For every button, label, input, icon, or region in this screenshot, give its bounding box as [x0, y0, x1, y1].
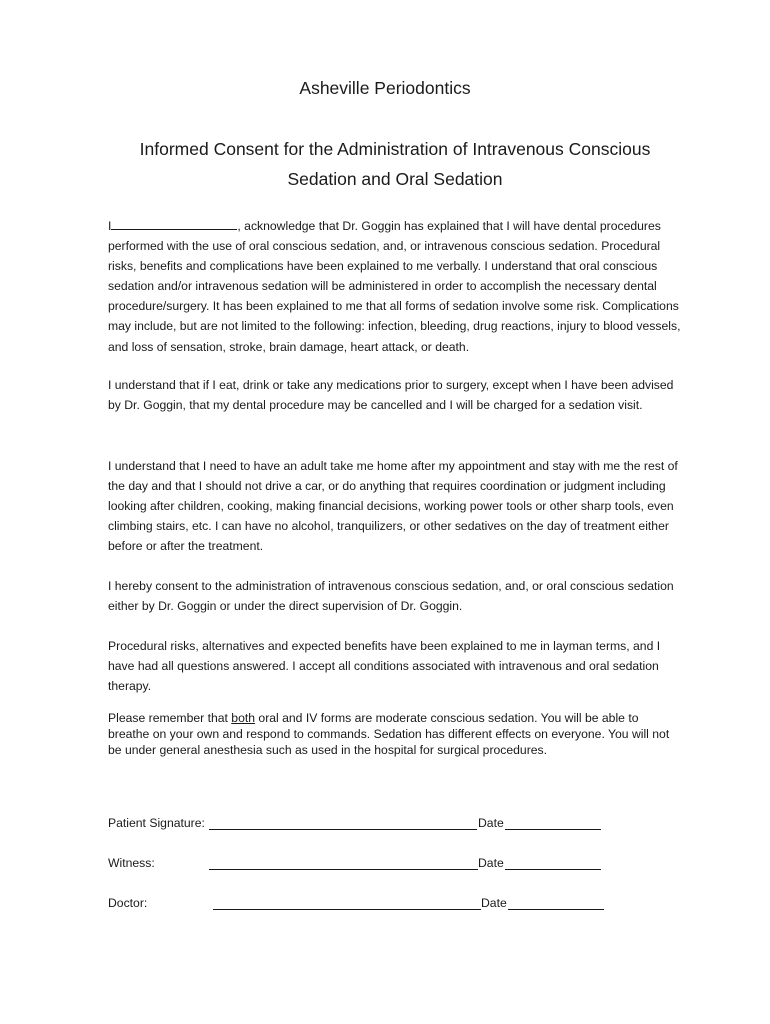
witness-signature-label: Witness:: [108, 856, 155, 870]
reminder-paragraph: [108, 710, 683, 758]
patient-date-line[interactable]: [505, 829, 601, 830]
patient-signature-line[interactable]: [209, 829, 477, 830]
acknowledgement-text: , acknowledge that Dr. Goggin has explained that I will have dental procedures performed with the use of oral conscious sedation, and, or intravenous conscious sedation. Procedural risks, benefits and complications have been explained to me verbally. I understand that oral conscious sedation and/or intravenous sedation will be administered in order to accomplish the necessary dental procedure/surgery. It has been explained to me that all forms of sedation involve some risk. Complications may include, but are not limited to the following: infection, bleeding, drug reactions, injury to blood vessels, and loss of sensation, stroke, brain damage, heart attack, or death.: [108, 219, 681, 354]
doctor-date-label: Date: [481, 896, 507, 910]
patient-signature-row: [108, 816, 628, 834]
practice-name: Asheville Periodontics: [299, 78, 471, 98]
doctor-signature-line[interactable]: [213, 909, 481, 910]
escort-paragraph: I understand that I need to have an adult take me home after my appointment and stay with me the rest of the day and that I should not drive a car, or do anything that requires coordination or judgment including looking after children, cooking, making financial decisions, working power tools or other sharp tools, even climbing stairs, etc. I can have no alcohol, tranquilizers, or other sedatives on the day of treatment either before or after the treatment.: [108, 459, 678, 554]
witness-date-label: Date: [478, 856, 504, 870]
risks-explained-paragraph: Procedural risks, alternatives and expected benefits have been explained to me in layman terms, and I have had all questions answered. I accept all conditions associated with intravenous and oral sedation therapy.: [108, 639, 661, 694]
acknowledgement-prefix: I: [108, 219, 112, 233]
acknowledgement-paragraph: [108, 216, 683, 357]
reminder-text: oral and IV forms are moderate conscious sedation. You will be able to breathe on your own and respond to commands. Sedation has different effects on everyone. You will not be under general anesthesia such as used in the hospital for surgical procedures.: [108, 711, 670, 757]
patient-date-label: Date: [478, 816, 504, 830]
reminder-prefix: Please remember that: [108, 711, 232, 725]
reminder-emphasis: both: [231, 711, 256, 725]
witness-signature-line[interactable]: [209, 869, 478, 870]
doctor-signature-label: Doctor:: [108, 896, 148, 910]
patient-signature-label: Patient Signature:: [108, 816, 205, 830]
patient-name-blank[interactable]: [111, 216, 237, 230]
document-title: Informed Consent for the Administration of Intravenous Conscious Sedation and Oral Sedation: [139, 139, 651, 189]
doctor-signature-row: [108, 896, 628, 914]
witness-date-line[interactable]: [505, 869, 601, 870]
fasting-paragraph: I understand that if I eat, drink or take any medications prior to surgery, except when I have been advised by Dr. Goggin, that my dental procedure may be cancelled and I will be charged for a sedation visit.: [108, 378, 674, 413]
doctor-date-line[interactable]: [508, 909, 604, 910]
consent-paragraph: I hereby consent to the administration of intravenous conscious sedation, and, or oral conscious sedation either by Dr. Goggin or under the direct supervision of Dr. Goggin.: [108, 579, 674, 614]
witness-signature-row: [108, 856, 628, 874]
